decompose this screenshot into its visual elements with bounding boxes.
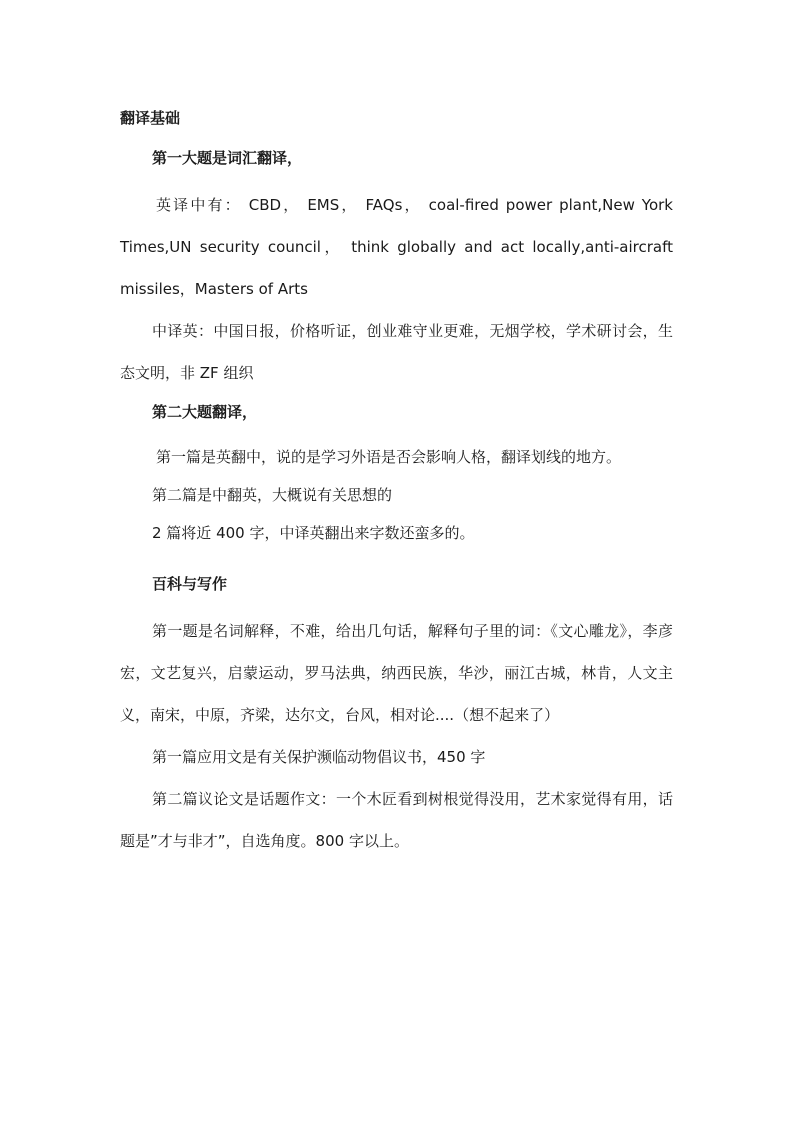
encyclopedia-part1-paragraph: 第一题是名词解释，不难，给出几句话，解释句子里的词：《文心雕龙》，李彦宏，文艺复兴，启蒙运动，罗马法典，纳西民族，华沙，丽江古城，林肯，人文主义，南宋，中原，齐梁，达尔文，台风，相对论....（想不起来了） [120,622,673,724]
encyclopedia-part2-paragraph: 第一篇应用文是有关保护濒临动物倡议书，450 字 [152,748,486,766]
part2-length-paragraph: 2 篇将近 400 字，中译英翻出来字数还蛮多的。 [152,524,475,542]
part1-en-to-cn-paragraph: 英译中有： CBD， EMS， FAQs， coal-fired power plant,New York Times,UN security council， think globally and act locally,anti-aircraft missiles，Masters of Arts [120,196,673,298]
document-title: 翻译基础 [120,109,181,127]
part2-heading: 第二大题翻译， [152,403,258,421]
part1-heading: 第一大题是词汇翻译， [152,149,303,167]
document-body [120,104,673,862]
part1-cn-to-en-paragraph: 中译英：中国日报，价格听证，创业难守业更难，无烟学校，学术研讨会，生态文明，非 ZF 组织 [120,322,673,382]
part2-second-paragraph: 第二篇是中翻英，大概说有关思想的 [152,486,393,504]
encyclopedia-heading: 百科与写作 [152,575,228,593]
section-spacer [120,552,673,570]
encyclopedia-part3-paragraph: 第二篇议论文是话题作文：一个木匠看到树根觉得没用，艺术家觉得有用，话题是”才与非才”，自选角度。800 字以上。 [120,790,673,850]
part2-first-paragraph: 第一篇是英翻中，说的是学习外语是否会影响人格，翻译划线的地方。 [156,448,622,466]
